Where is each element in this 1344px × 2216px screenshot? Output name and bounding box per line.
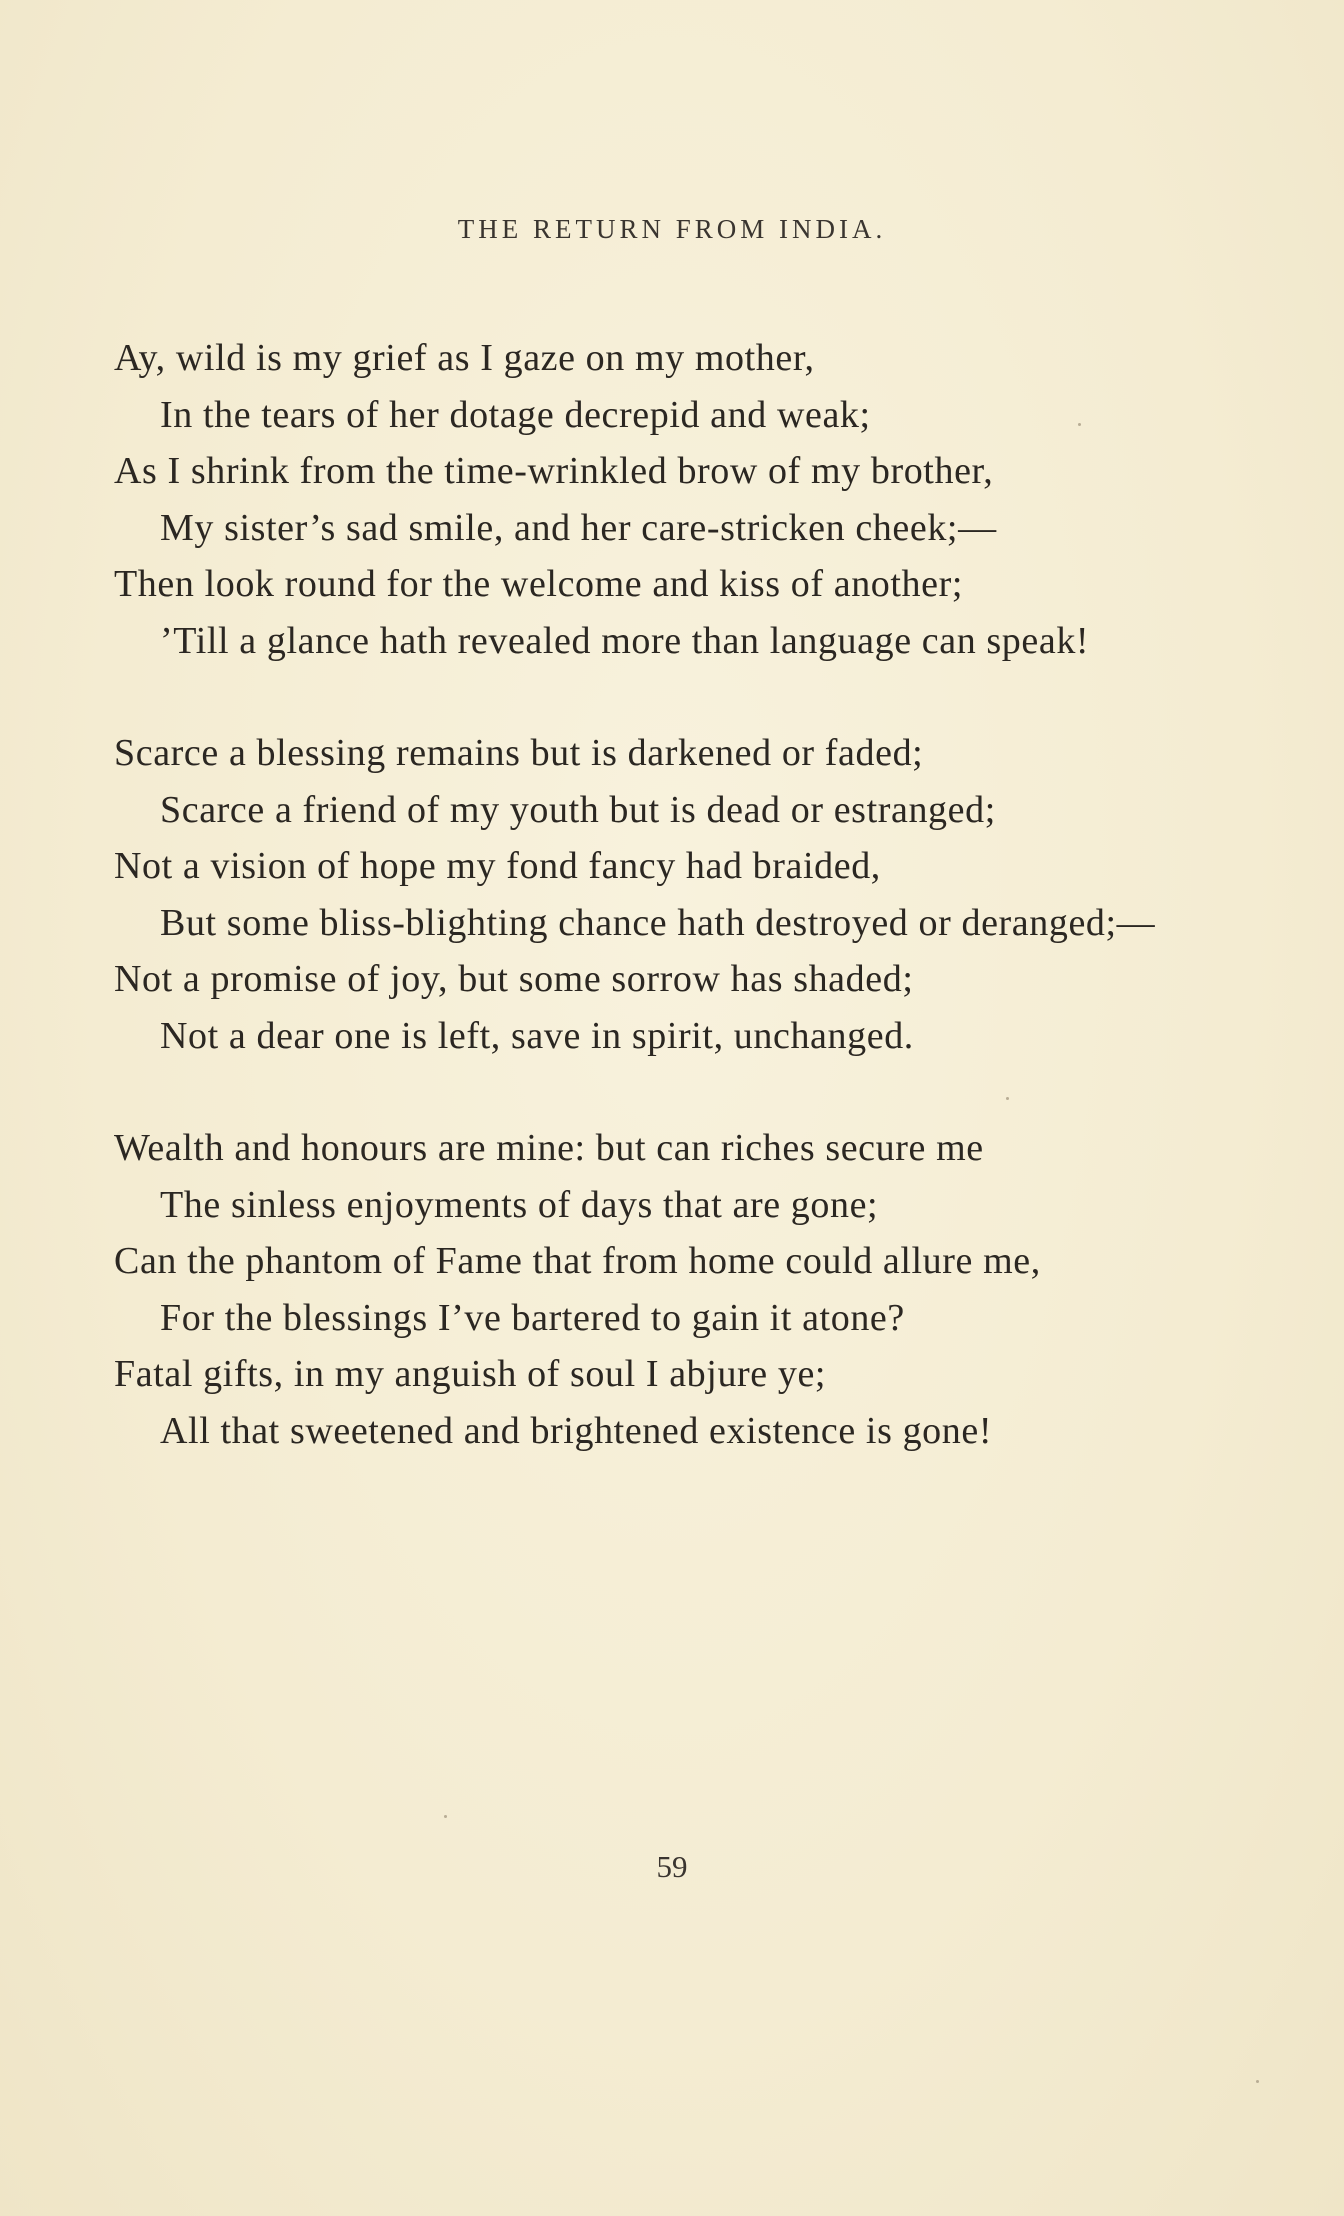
poem-line: The sinless enjoyments of days that are gone;: [160, 1183, 879, 1226]
stanza-2: [114, 725, 1334, 1064]
running-head: THE RETURN FROM INDIA.: [457, 214, 887, 244]
poem-line: Not a vision of hope my fond fancy had braided,: [114, 845, 881, 887]
poem-line: Can the phantom of Fame that from home could allure me,: [114, 1240, 1041, 1282]
poem-line: Wealth and honours are mine: but can riches secure me: [114, 1127, 984, 1169]
poem-line: My sister’s sad smile, and her care-stricken cheek;—: [160, 506, 997, 549]
paper-speck: [444, 1815, 447, 1818]
poem-line: For the blessings I’ve bartered to gain it atone?: [160, 1296, 905, 1339]
page-number: 59: [656, 1849, 688, 1884]
poem-line: Not a dear one is left, save in spirit, unchanged.: [160, 1014, 914, 1057]
poem-line: In the tears of her dotage decrepid and weak;: [160, 393, 871, 436]
paper-speck: [1078, 423, 1081, 426]
poem-line: Fatal gifts, in my anguish of soul I abjure ye;: [114, 1353, 827, 1395]
poem: [114, 330, 1334, 1515]
poem-line: Scarce a friend of my youth but is dead or estranged;: [160, 788, 996, 831]
poem-line: ’Till a glance hath revealed more than language can speak!: [160, 619, 1090, 662]
stanza-3: [114, 1120, 1334, 1459]
poem-line: Not a promise of joy, but some sorrow has shaded;: [114, 958, 914, 1000]
poem-line: But some bliss-blighting chance hath destroyed or deranged;—: [160, 901, 1156, 944]
poem-line: All that sweetened and brightened existence is gone!: [160, 1409, 993, 1452]
poem-line: Then look round for the welcome and kiss of another;: [114, 563, 964, 605]
paper-speck: [1256, 2080, 1259, 2083]
poem-line: Ay, wild is my grief as I gaze on my mother,: [114, 337, 815, 379]
stanza-1: [114, 330, 1334, 669]
poem-line: Scarce a blessing remains but is darkened or faded;: [114, 732, 924, 774]
paper-speck: [1006, 1097, 1009, 1100]
poem-line: As I shrink from the time-wrinkled brow of my brother,: [114, 450, 994, 492]
